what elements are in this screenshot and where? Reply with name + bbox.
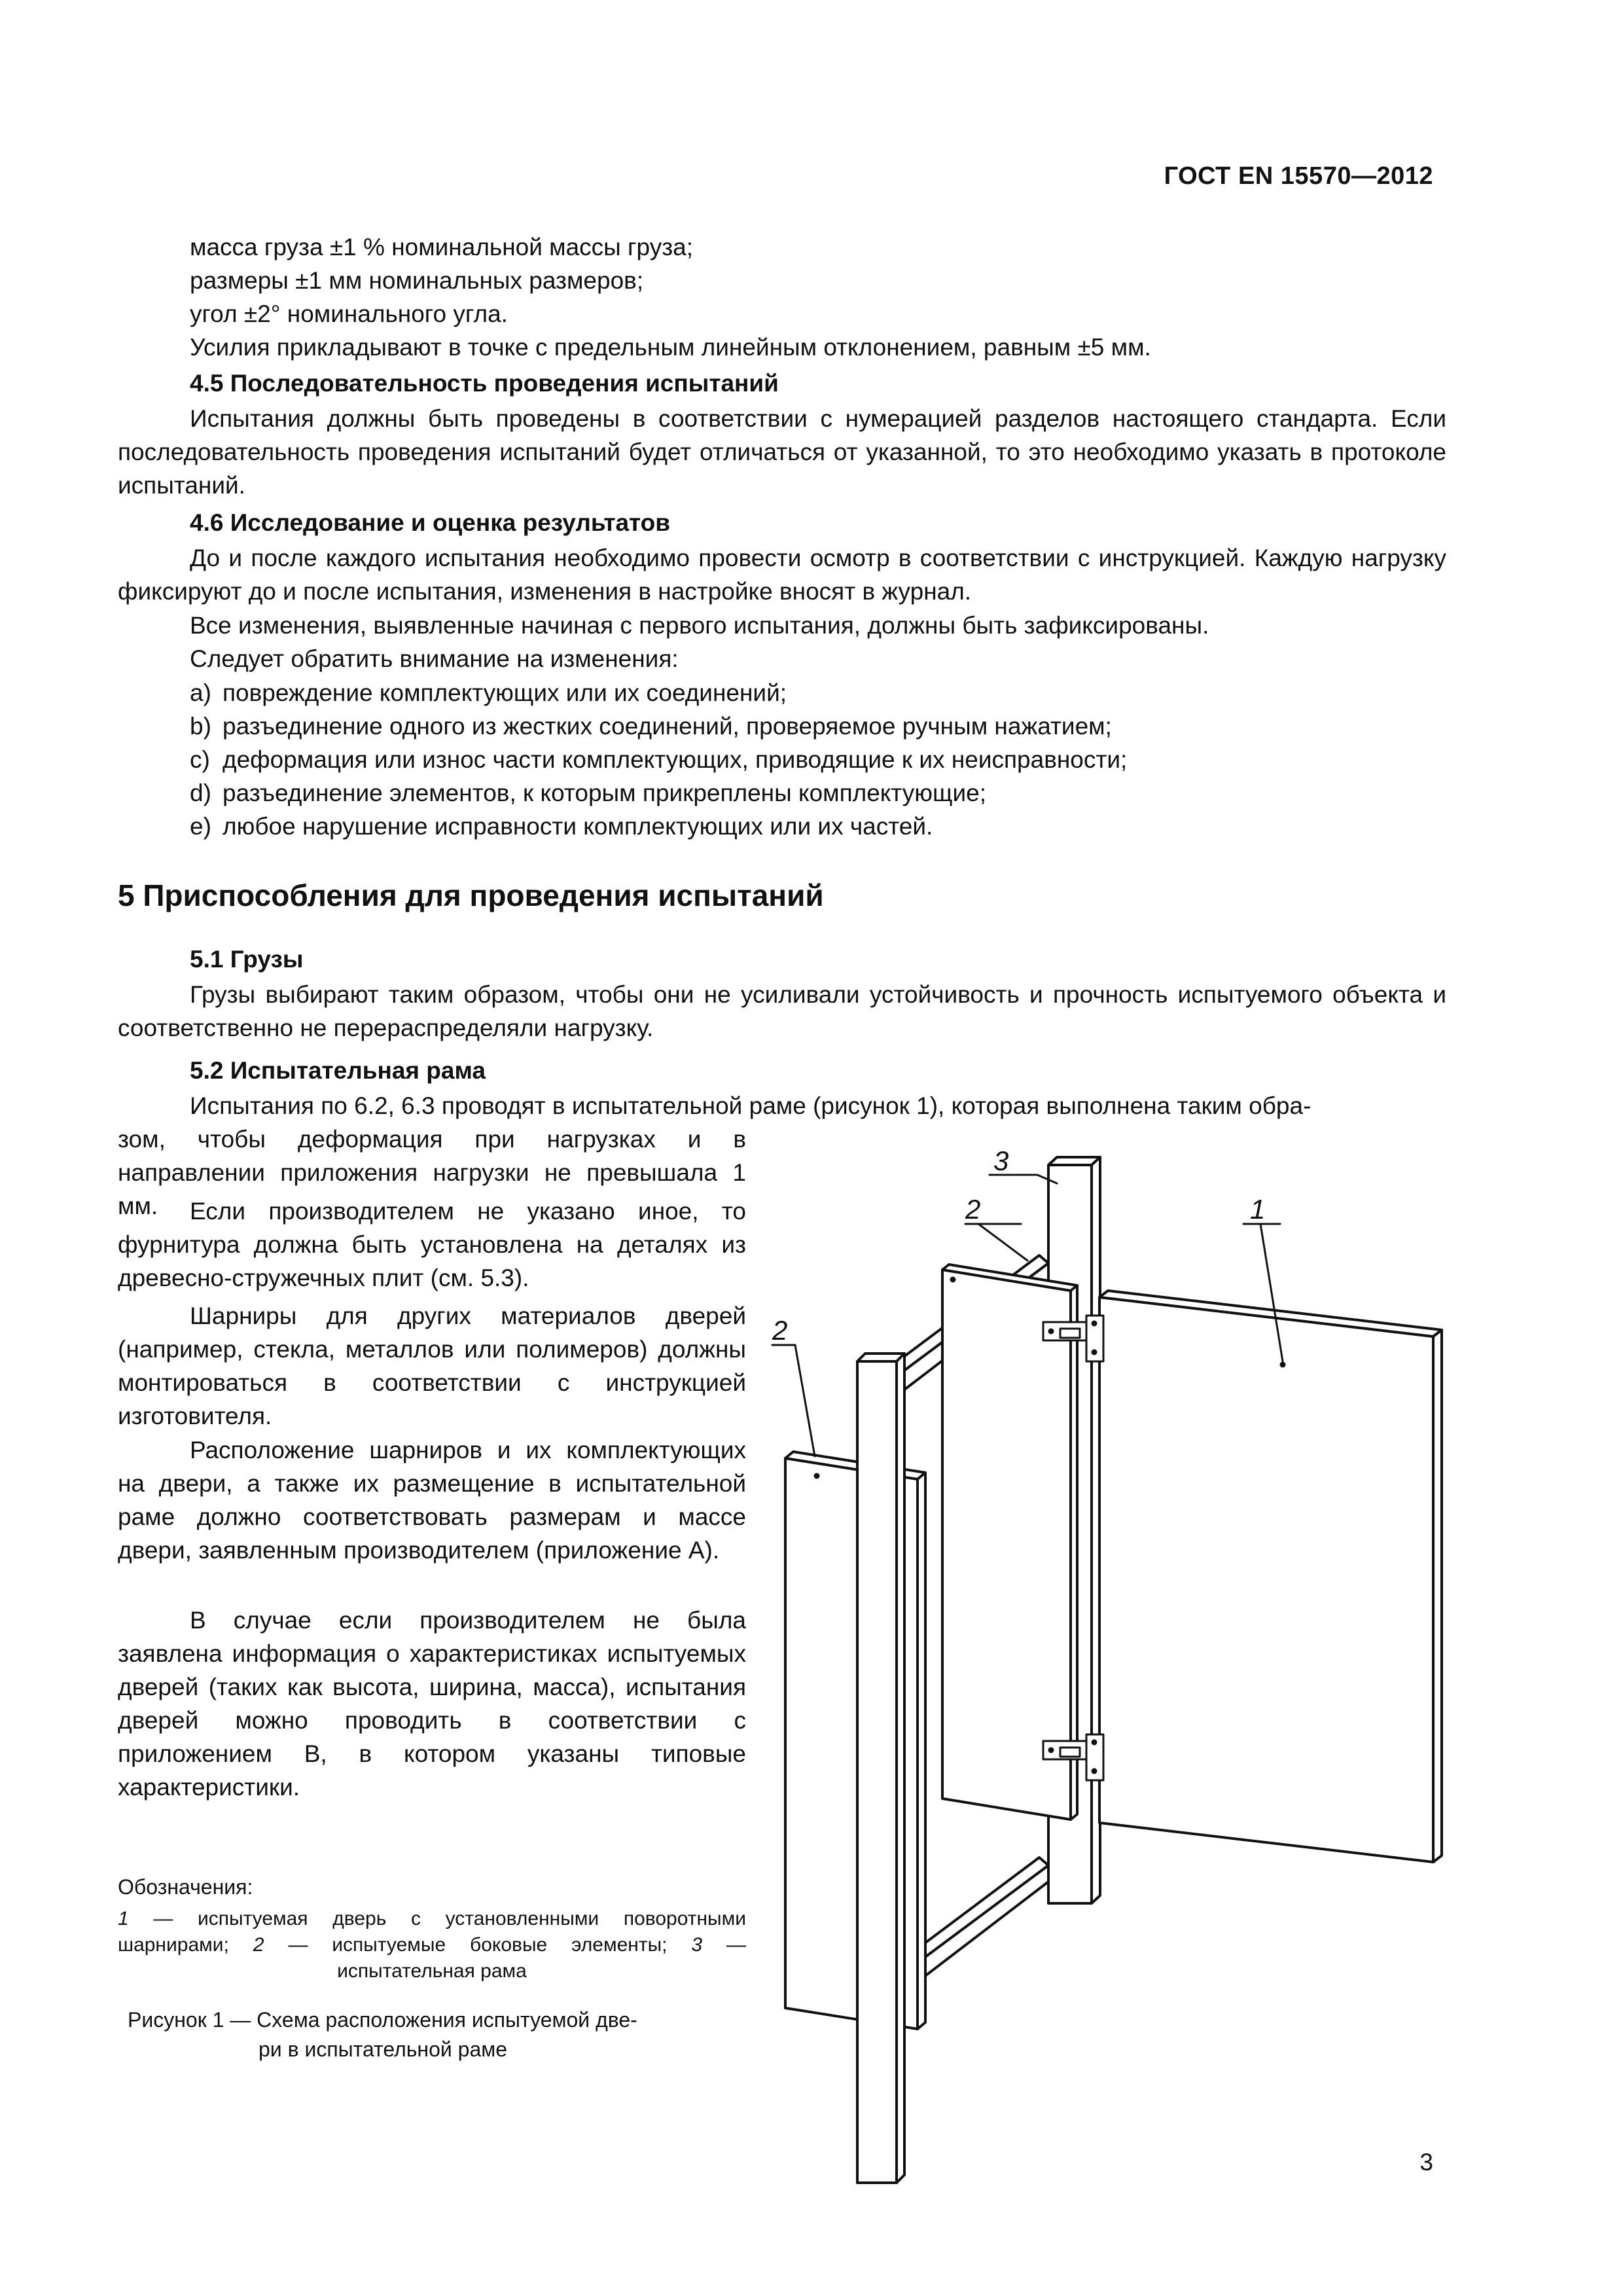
figure-caption-line1: Рисунок 1 — Схема расположения испытуемой две- bbox=[128, 2008, 637, 2032]
section-4-5-text: Испытания должны быть проведены в соответствии с нумерацией разделов настоящего стандарта. Если последовательность проведения испытаний будет отличаться от указанной, то это необходимо указать в протоколе испытаний. bbox=[118, 405, 1446, 499]
frame-front-post bbox=[857, 1354, 904, 2183]
section-5-1-text: Грузы выбирают таким образом, чтобы они не усиливали устойчивость и прочность испытуемого объекта и соответственно не перераспределяли нагрузку. bbox=[118, 981, 1446, 1041]
section-4-6-p1: До и после каждого испытания необходимо провести осмотр в соответствии с инструкцией. Каждую нагрузку фиксируют до и после испытания, изменения в настройке вносят в журнал. bbox=[118, 545, 1446, 605]
label-frame: 3 bbox=[993, 1145, 1009, 1176]
section-5-2-p3: Шарниры для других материалов дверей (например, стекла, металлов или полимеров) должны монтироваться в соответствии с инструкцией изготовителя. bbox=[118, 1302, 746, 1429]
legend-text-1: — испытуемая дверь с установленными поворотными шарнирами; bbox=[118, 1908, 746, 1956]
page-number: 3 bbox=[1419, 2149, 1433, 2176]
intro-line-3: угол ±2° номинального угла. bbox=[190, 300, 508, 327]
changes-list bbox=[190, 676, 1127, 843]
list-item bbox=[190, 776, 1127, 810]
section-5-2-p5: В случае если производителем не была заявлена информация о характеристиках испытуемых дверей (таких как высота, ширина, масса), испытания дверей можно проводить в соответствии с приложением В, в котором указаны типовые характеристики. bbox=[118, 1607, 746, 1801]
legend-num-3: 3 bbox=[691, 1934, 703, 1956]
list-text: деформация или износ части комплектующих, приводящие к их неисправности; bbox=[223, 746, 1128, 773]
figure-legend bbox=[118, 1906, 746, 1984]
legend-title: Обозначения: bbox=[118, 1875, 253, 1899]
list-item bbox=[190, 709, 1127, 743]
list-text: любое нарушение исправности комплектующих или их частей. bbox=[223, 813, 933, 840]
label-side-top: 2 bbox=[965, 1194, 981, 1225]
section-4-6-heading: 4.6 Исследование и оценка результатов bbox=[190, 509, 671, 536]
list-marker: b) bbox=[190, 713, 211, 740]
legend-num-2: 2 bbox=[253, 1934, 264, 1956]
list-item bbox=[190, 676, 1127, 709]
list-text: разъединение элементов, к которым прикреплены комплектующие; bbox=[223, 780, 986, 806]
legend-text-2: — испытуемые боковые элементы; bbox=[264, 1934, 692, 1956]
list-marker: d) bbox=[190, 780, 211, 806]
list-marker: c) bbox=[190, 746, 210, 773]
test-frame-figure bbox=[733, 1139, 1466, 2186]
label-door: 1 bbox=[1250, 1194, 1266, 1225]
section-4-6-p2: Все изменения, выявленные начиная с первого испытания, должны быть зафиксированы. bbox=[190, 612, 1209, 639]
section-4-5-heading: 4.5 Последовательность проведения испытаний bbox=[190, 370, 779, 397]
standard-code: ГОСТ EN 15570—2012 bbox=[1164, 162, 1433, 190]
label-side-left: 2 bbox=[772, 1315, 788, 1346]
figure-caption-line2: ри в испытательной раме bbox=[259, 2037, 508, 2061]
intro-line-4: Усилия прикладывают в точке с предельным линейным отклонением, равным ±5 мм. bbox=[190, 334, 1151, 361]
legend-text-3: — испытательная рама bbox=[337, 1934, 747, 1982]
section-5-2-p4: Расположение шарниров и их комплектующих на двери, а также их размещение в испытательной раме должно соответствовать размерам и массе двери, заявленным производителем (приложение А). bbox=[118, 1437, 746, 1564]
section-5-2-p1: зом, чтобы деформация при нагрузках и в направлении приложения нагрузки не превышала 1 мм. bbox=[118, 1126, 746, 1219]
list-item bbox=[190, 743, 1127, 776]
section-5-heading: 5 Приспособления для проведения испытаний bbox=[118, 878, 824, 912]
section-5-2-line1: Испытания по 6.2, 6.3 проводят в испытательной раме (рисунок 1), которая выполнена таким обра- bbox=[190, 1092, 1311, 1119]
section-5-2-heading: 5.2 Испытательная рама bbox=[190, 1057, 486, 1084]
section-4-6-p3: Следует обратить внимание на изменения: bbox=[190, 645, 679, 672]
section-5-2-p2: Если производителем не указано иное, то фурнитура должна быть установлена на деталях из древесно-стружечных плит (см. 5.3). bbox=[118, 1198, 746, 1291]
intro-line-1: масса груза ±1 % номинальной массы груза; bbox=[190, 234, 694, 260]
list-marker: e) bbox=[190, 813, 211, 840]
list-item bbox=[190, 810, 1127, 843]
list-marker: a) bbox=[190, 679, 211, 706]
section-5-1-heading: 5.1 Грузы bbox=[190, 946, 304, 973]
list-text: повреждение комплектующих или их соединений; bbox=[223, 679, 787, 706]
door-panel bbox=[1043, 1291, 1442, 1862]
side-element-top bbox=[942, 1265, 1077, 1820]
list-text: разъединение одного из жестких соединений, проверяемое ручным нажатием; bbox=[223, 713, 1112, 740]
legend-num-1: 1 bbox=[118, 1908, 129, 1929]
intro-line-2: размеры ±1 мм номинальных размеров; bbox=[190, 267, 644, 294]
